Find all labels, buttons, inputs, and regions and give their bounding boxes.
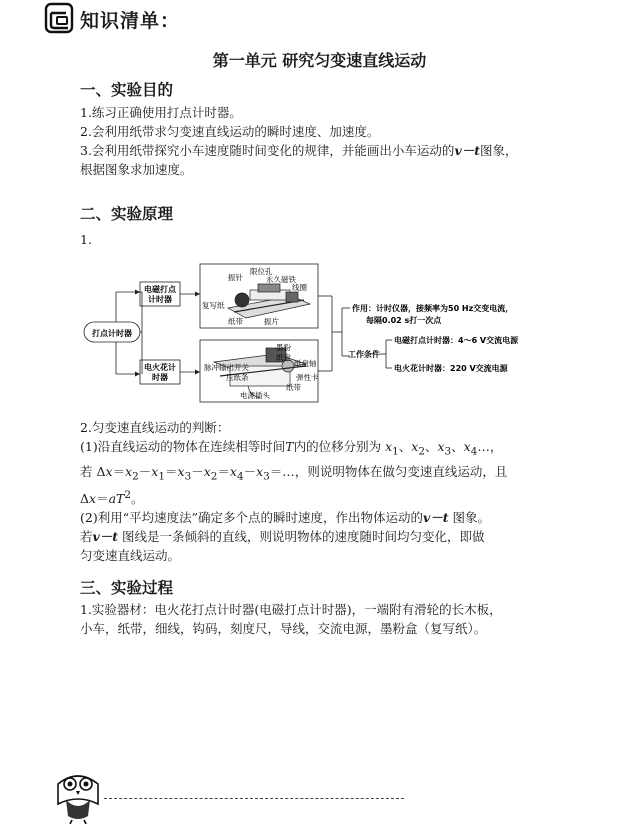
- branch2-label-1: 电火花计: [144, 363, 176, 372]
- s1-item-4: 根据图象求加速度。: [80, 162, 193, 177]
- s2-p2: (2)利用“平均速度法”确定多个点的瞬时速度，作出物体运动的v－t 图象。: [80, 510, 491, 526]
- func-line-2: 每隔0.02 s打一次点: [366, 316, 442, 325]
- s3-p2: 小车，纸带，细线，钩码，刻度尺，导线，交流电源，墨粉盒（复写纸）。: [80, 621, 487, 636]
- spark-label-3: 脉冲输出开关: [204, 363, 249, 372]
- s2-p3: 若v－t 图线是一条倾斜的直线，则说明物体的速度随时间均匀变化，即做: [80, 529, 485, 545]
- em-label-0: 限位孔: [250, 267, 273, 276]
- header-label: 知识清单：: [80, 10, 181, 32]
- cond-label: 工作条件: [348, 350, 380, 359]
- em-label-6: 振片: [264, 317, 279, 326]
- s1-item-1: 1.练习正确使用打点计时器。: [80, 105, 242, 120]
- cond-line-1: 电磁打点计时器：4～6 V交流电源: [394, 336, 519, 345]
- branch1-label-1: 电磁打点: [144, 285, 176, 294]
- branch2-label-2: 时器: [152, 373, 168, 382]
- em-label-5: 纸带: [228, 317, 243, 326]
- s3-p1: 1.实验器材：电火花打点计时器(电磁打点计时器)，一端附有滑轮的长木板，: [80, 602, 502, 617]
- cond-line-2: 电火花计时器：220 V交流电源: [394, 364, 508, 373]
- spark-label-6: 纸带: [286, 383, 301, 392]
- branch1-label-2: 计时器: [148, 295, 172, 304]
- page-title: 第一单元 研究匀变速直线运动: [212, 51, 427, 70]
- section-3-heading: 三、实验过程: [80, 578, 174, 597]
- s2-formula: $\Delta x=aT^2$。: [80, 489, 144, 507]
- s2-p1-cont: 若 $\Delta x=x_2-x_1=x_3-x_2=x_4-x_3=\dots$，则说明物体在做匀变速直线运动，且: [80, 463, 508, 482]
- em-label-3: 线圈: [292, 283, 307, 292]
- section-1-heading: 一、实验目的: [80, 80, 174, 99]
- section-1-body: [80, 103, 560, 179]
- section-3-body: [80, 600, 560, 638]
- spark-label-4: 压纸条: [226, 373, 249, 382]
- s2-item-2: 2.匀变速直线运动的判断：: [80, 420, 230, 435]
- spark-label-7: 电源插头: [240, 391, 270, 400]
- s2-item-1: 1.: [80, 232, 92, 247]
- spark-label-5: 弹性卡: [296, 373, 319, 382]
- section-2-heading: 二、实验原理: [80, 204, 174, 223]
- s1-item-3: 3.会利用纸带探究小车速度随时间变化的规律，并能画出小车运动的v－t图象，: [80, 143, 518, 158]
- footer-divider: [104, 798, 404, 799]
- spark-label-0: 墨粉: [276, 343, 291, 352]
- func-line-1: 作用：计时仪器，接频率为50 Hz交变电流，: [352, 304, 514, 313]
- section-2-body: [80, 418, 560, 565]
- s1-item-2: 2.会利用纸带求匀变速直线运动的瞬时速度、加速度。: [80, 124, 380, 139]
- s2-p1: (1)沿直线运动的物体在连续相等时间T内的位移分别为 $x_1$、$x_2$、$x_3$、$x_4\dots$，: [80, 439, 503, 458]
- em-label-4: 复写纸: [202, 301, 225, 310]
- spark-label-2: 纸盘轴: [294, 359, 317, 368]
- book-icon: [44, 2, 76, 34]
- spark-label-1: 纸盘: [276, 353, 291, 362]
- s2-p4: 匀变速直线运动。: [80, 548, 181, 564]
- root-label: 打点计时器: [92, 329, 132, 338]
- timer-diagram: [80, 256, 570, 416]
- em-label-2: 永久磁铁: [266, 275, 296, 284]
- owl-mascot-icon: [52, 764, 104, 824]
- em-label-1: 振针: [228, 273, 243, 282]
